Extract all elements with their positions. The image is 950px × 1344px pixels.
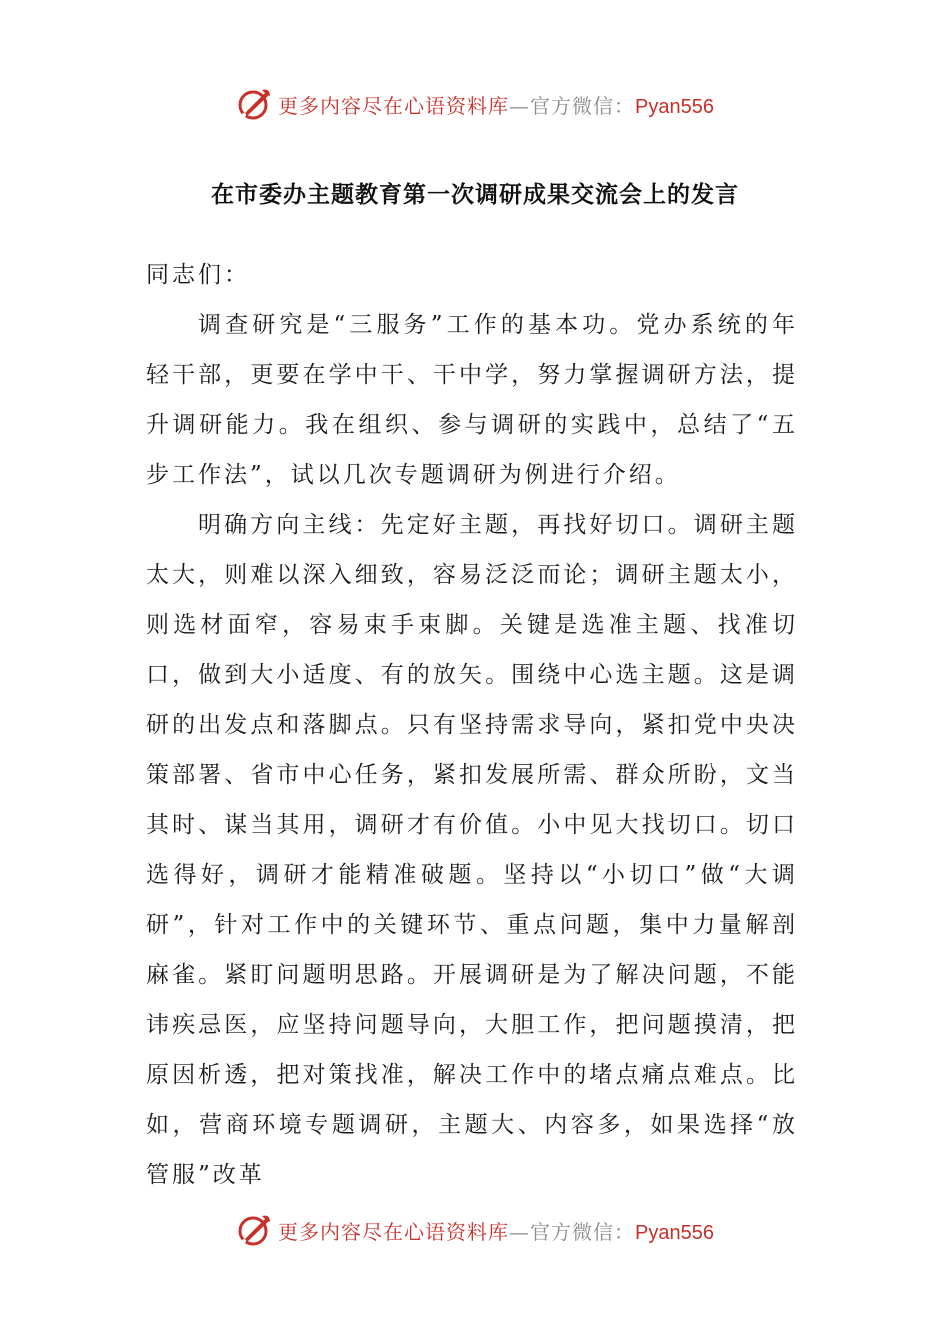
watermark-brand: 更多内容尽在心语资料库 <box>278 1219 510 1244</box>
watermark-text <box>278 90 714 119</box>
quill-logo-icon <box>236 1212 272 1248</box>
document-title: 在市委办主题教育第一次调研成果交流会上的发言 <box>211 181 739 208</box>
quill-logo-icon <box>236 86 272 122</box>
salutation: 同志们： <box>146 262 250 288</box>
paragraph-2: 明确方向主线：先定好主题，再找好切口。调研主题太大，则难以深入细致，容易泛泛而论；调研主题太小，则选材面窄，容易束手束脚。关键是选准主题、找准切口，做到大小适度、有的放矢。围绕中心选主题。这是调研的出发点和落脚点。只有坚持需求导向，紧扣党中央决策部署、省市中心任务，紧扣发展所需、群众所盼，文当其时、谋当其用，调研才有价值。小中见大找切口。切口选得好，调研才能精准破题。坚持以“小切口”做“大调研”，针对工作中的关键环节、重点问题，集中力量解剖麻雀。紧盯问题明思路。开展调研是为了解决问题，不能讳疾忌医，应坚持问题导向，大胆工作，把问题摸清，把原因析透，把对策找准，解决工作中的堵点痛点难点。比如，营商环境专题调研，主题大、内容多，如果选择“放管服”改革 <box>146 512 798 1188</box>
watermark-dash: — <box>509 93 531 118</box>
footer-watermark <box>0 1210 950 1250</box>
watermark-brand: 更多内容尽在心语资料库 <box>278 93 510 118</box>
watermark-text <box>278 1216 714 1245</box>
watermark-wechat-label: 官方微信： <box>530 93 636 118</box>
watermark-wechat-id: Pyan556 <box>635 95 714 118</box>
document-body <box>146 250 798 1200</box>
watermark-wechat-label: 官方微信： <box>530 1219 636 1244</box>
header-watermark <box>0 84 950 124</box>
watermark-wechat-id: Pyan556 <box>635 1221 714 1244</box>
paragraph-1: 调查研究是“三服务”工作的基本功。党办系统的年轻干部，更要在学中干、干中学，努力掌握调研方法，提升调研能力。我在组织、参与调研的实践中，总结了“五步工作法”，试以几次专题调研为例进行介绍。 <box>146 312 798 488</box>
watermark-dash: — <box>509 1219 531 1244</box>
